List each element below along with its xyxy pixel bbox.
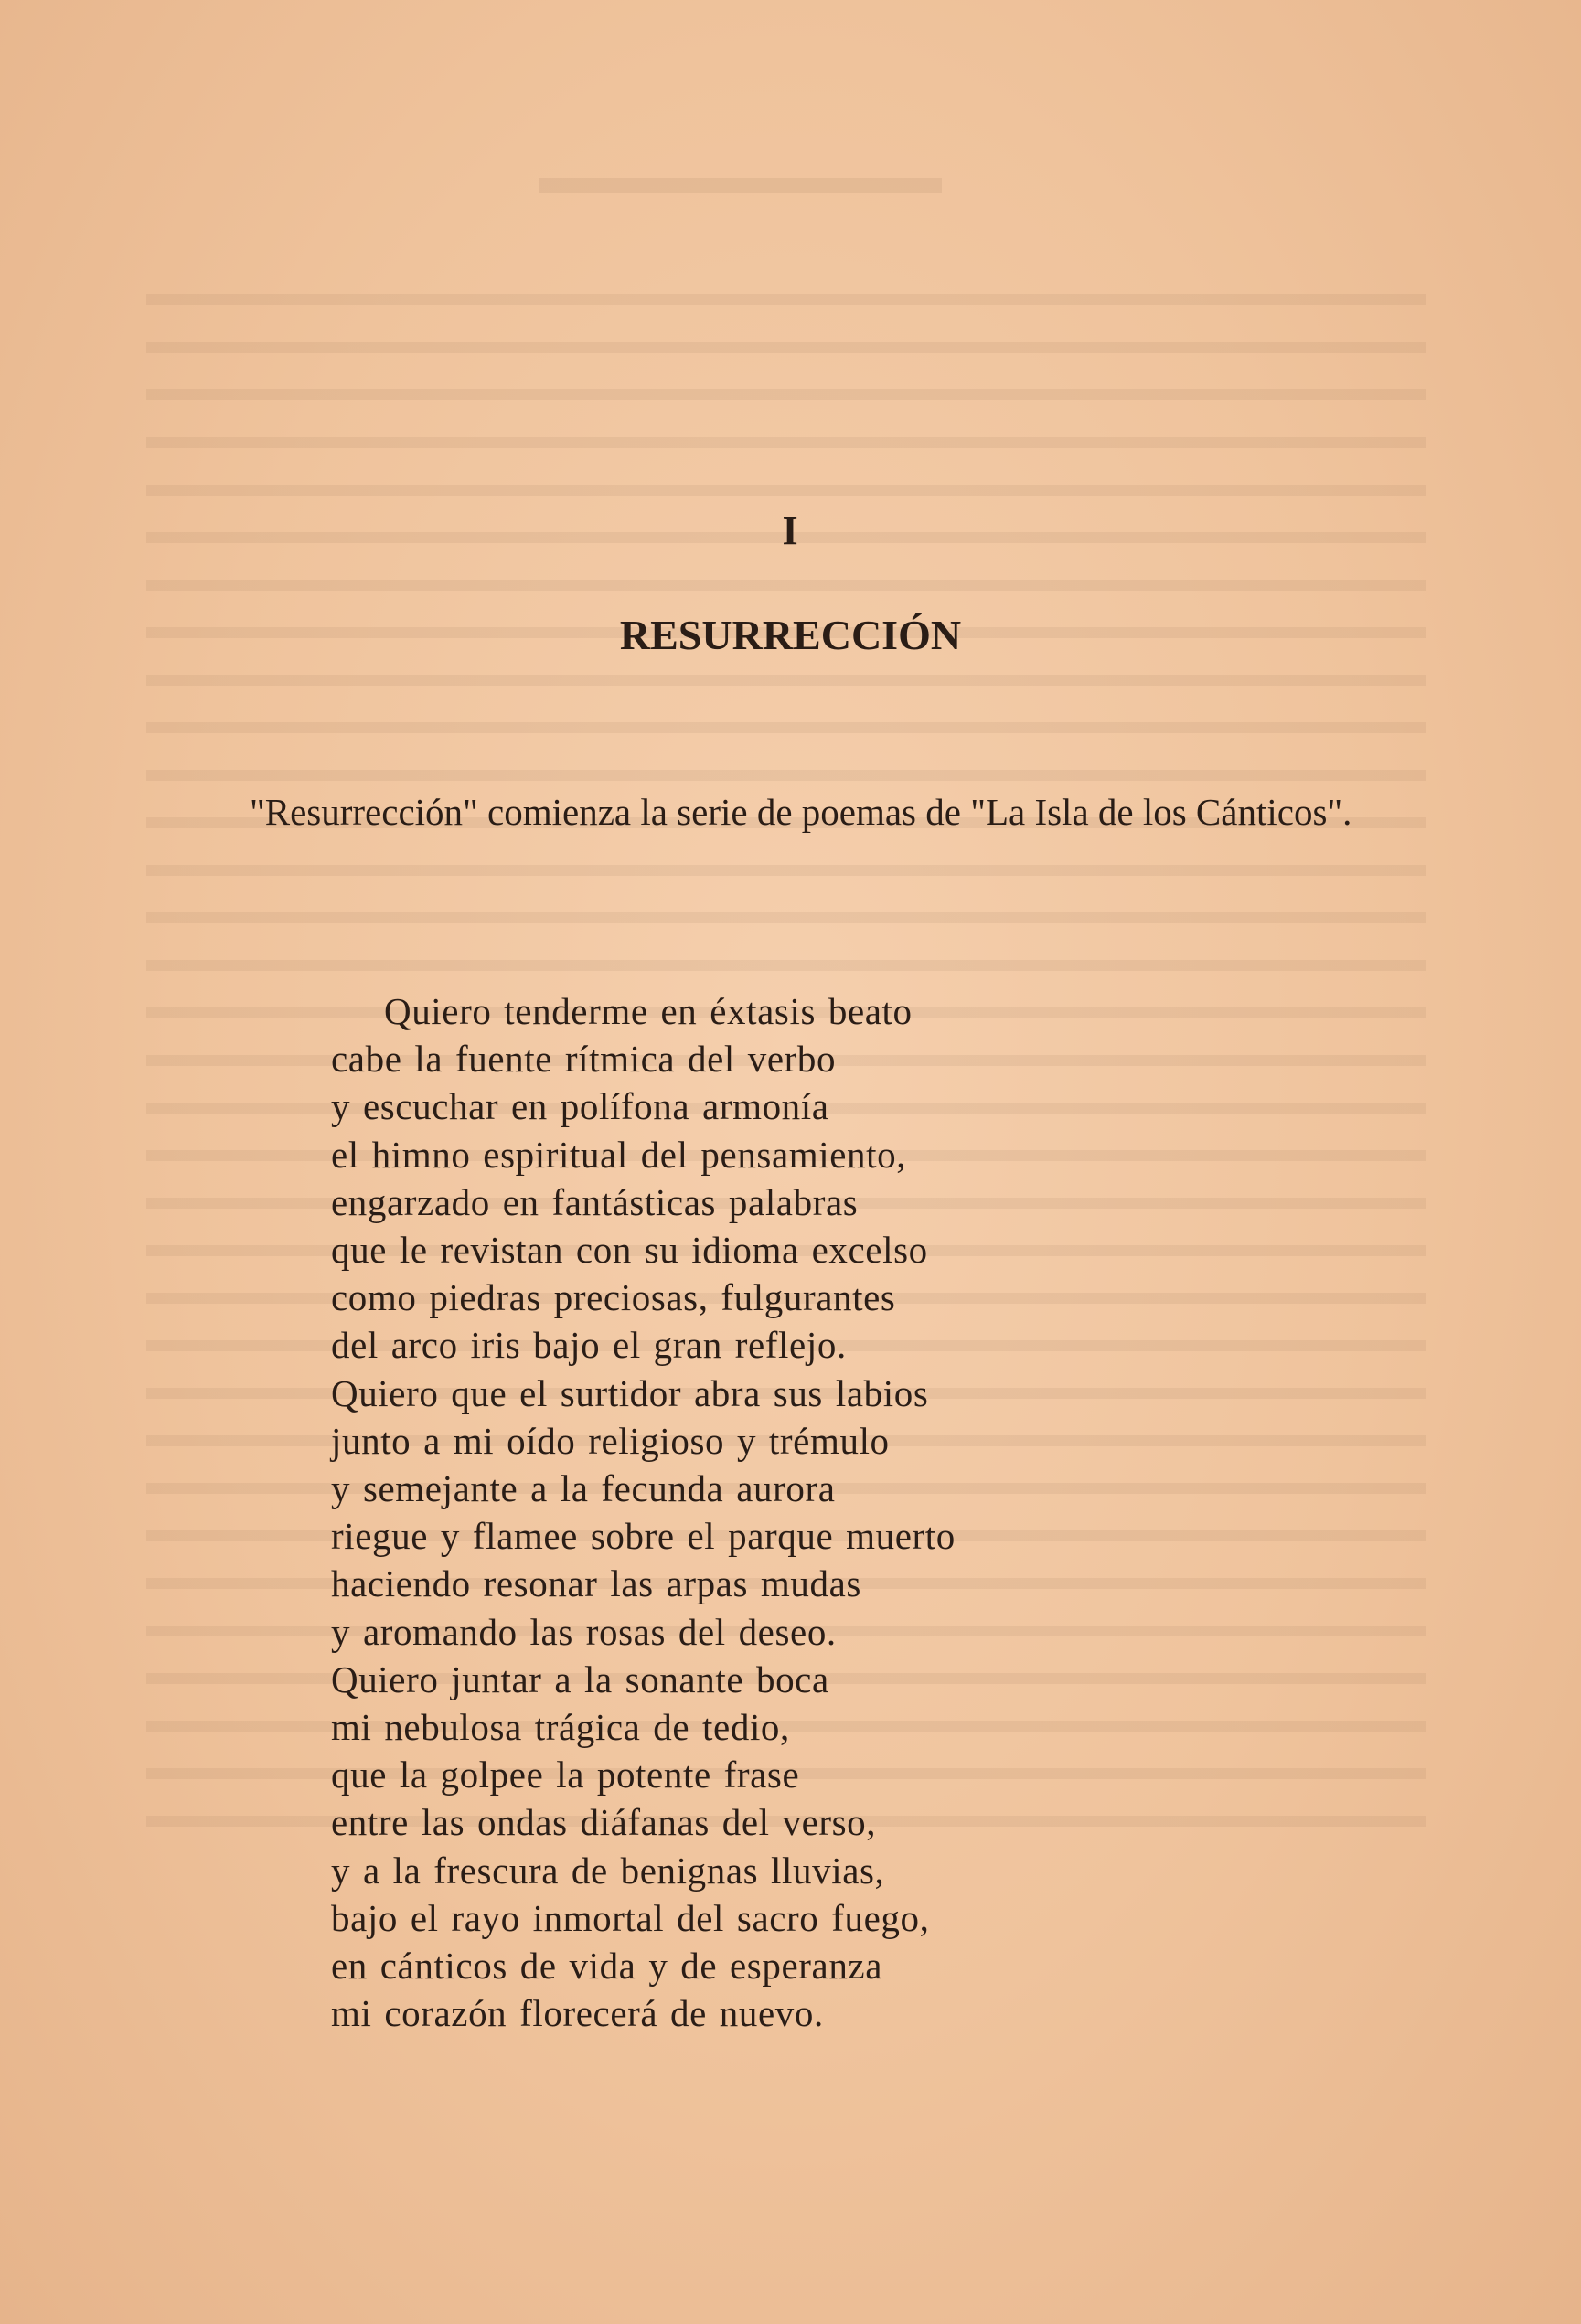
poem-line: riegue y flamee sobre el parque muerto	[331, 1515, 956, 1558]
poem-line: haciendo resonar las arpas mudas	[331, 1562, 861, 1605]
poem-line: como piedras preciosas, fulgurantes	[331, 1276, 896, 1319]
poem-line: Quiero juntar a la sonante boca	[331, 1658, 829, 1700]
chapter-number: I	[782, 508, 799, 553]
poem-line: mi corazón florecerá de nuevo.	[331, 1992, 824, 2035]
poem-line: y escuchar en polífona armonía	[331, 1085, 829, 1128]
poem-line: el himno espiritual del pensamiento,	[331, 1133, 907, 1176]
poem-line: engarzado en fantásticas palabras	[331, 1180, 859, 1223]
poem-line: y a la frescura de benignas lluvias,	[331, 1849, 885, 1892]
poem-line: y semejante a la fecunda aurora	[331, 1467, 836, 1510]
poem-line: Quiero que el surtidor abra sus labios	[331, 1371, 929, 1414]
poem-line: bajo el rayo inmortal del sacro fuego,	[331, 1896, 930, 1939]
poem-line: junto a mi oído religioso y trémulo	[331, 1419, 890, 1462]
poem-line: del arco iris bajo el gran reflejo.	[331, 1324, 847, 1367]
poem-line: mi nebulosa trágica de tedio,	[331, 1706, 790, 1749]
poem	[331, 987, 1245, 2037]
poem-line: Quiero tenderme en éxtasis beato	[384, 990, 913, 1032]
poem-line: que la golpee la potente frase	[331, 1754, 800, 1796]
poem-line: en cánticos de vida y de esperanza	[331, 1945, 883, 1988]
poem-line: y aromando las rosas del deseo.	[331, 1610, 837, 1653]
poem-line: que le revistan con su idioma excelso	[331, 1229, 928, 1272]
bleed-through-heading	[539, 178, 942, 193]
chapter-title: RESURRECCIÓN	[619, 612, 962, 658]
poem-line: cabe la fuente rítmica del verbo	[331, 1038, 837, 1081]
poem-line: entre las ondas diáfanas del verso,	[331, 1801, 877, 1844]
intro-paragraph: "Resurrección" comienza la serie de poemas de "La Isla de los Cánticos".	[250, 791, 1352, 833]
